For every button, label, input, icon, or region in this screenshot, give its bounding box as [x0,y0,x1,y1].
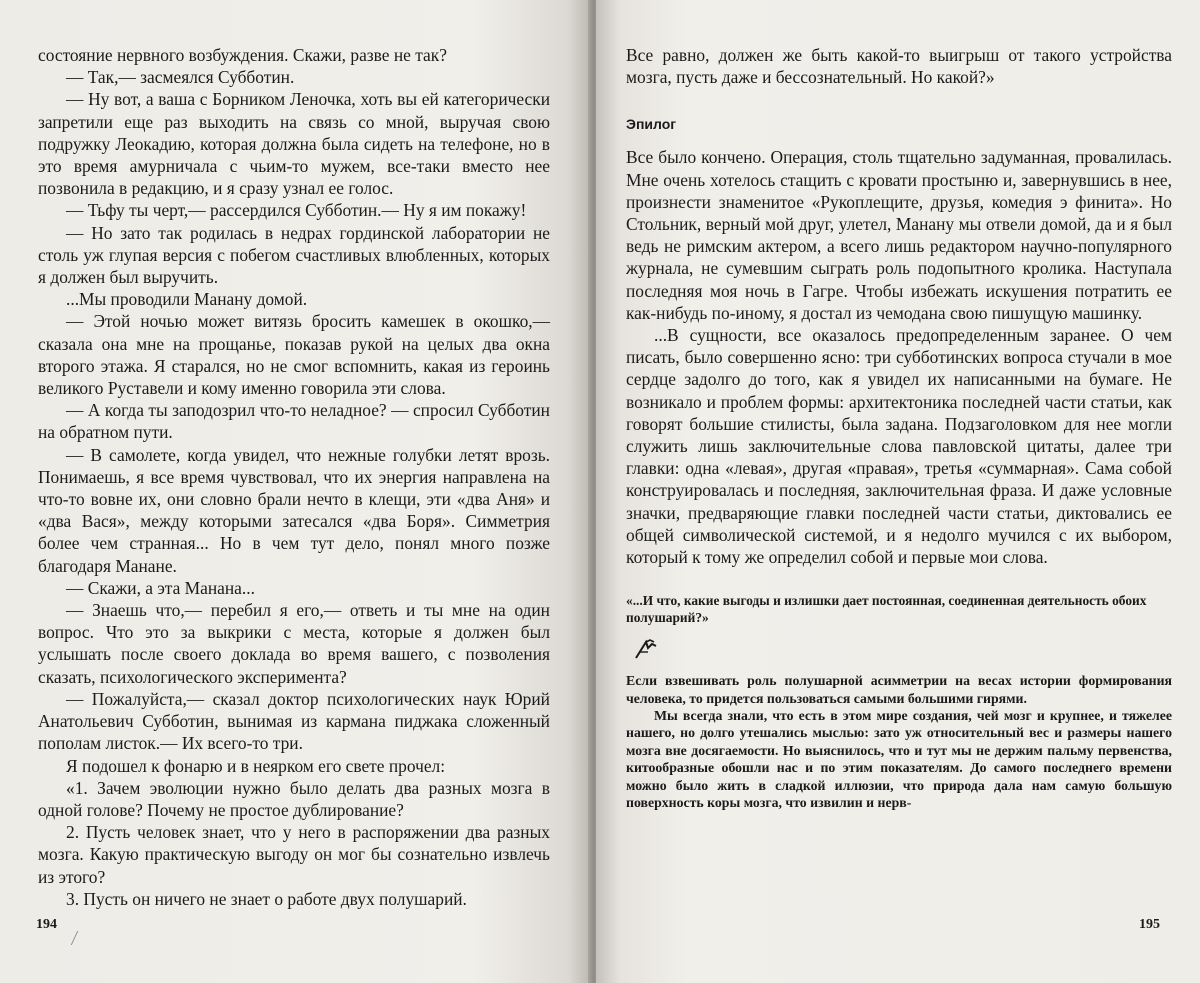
paragraph: Мы всегда знали, что есть в этом мире создания, чей мозг и крупнее, и тяжелее нашего, но долго утешались мыслью: зато уж относительный вес и размеры нашего мозга вне досягаемости. Но выяснилось, что и тут мы не держим пальму первенства, китообразные обошли нас и по этим показателям. До самого последнего времени можно было жить в сладкой иллюзии, что природа дала нам самую большую поверхность коры мозга, что извилин и нерв- [626,708,1172,811]
section-quote: «...И что, какие выгоды и излишки дает постоянная, соединенная деятельность обоих полушарий?» [626,593,1147,626]
paragraph: — Тьфу ты черт,— рассердился Субботин.— Ну я им покажу! [66,200,527,221]
paragraph: «1. Зачем эволюции нужно было делать два разных мозга в одной голове? Почему не простое дублирование? [38,777,550,820]
left-page-text [38,44,550,910]
hand-compass-symbol-icon [634,638,1172,660]
paragraph: — Пожалуйста,— сказал доктор психологических наук Юрий Анатольевич Субботин, вынимая из кармана пиджака сложенный пополам листок.— Их всего-то три. [38,688,550,754]
paragraph: — Этой ночью может витязь бросить камешек в окошко,— сказала она мне на прощанье, показав рукой на целых два окна второго этажа. Я старался, но не смог вспомнить, какая из героинь великого Руставели и кому именно говорила эти слова. [38,311,550,399]
paragraph: — В самолете, когда увидел, что нежные голубки летят врозь. Понимаешь, я все время чувствовал, что их энергия направлена на что-то вовне их, они словно брали нечто в клещи, эти «два Аня» и «два Вася», между которыми затесался «два Боря». Симметрия более чем странная... Но в чем тут дело, понял много позже благодаря Манане. [38,444,550,576]
paragraph: ...Мы проводили Манану домой. [66,289,308,310]
section-text [626,672,1172,811]
paragraph: — Ну вот, а ваша с Борником Леночка, хоть вы ей категорически запретили еще раз выходить на связь со мной, выручая свою подружку Леокадию, которая должна была сидеть на телефоне, но в это время амурничала с чьим-то мужем, все-таки вместо нее позвонила в редакцию, и я сразу узнал ее голос. [38,89,550,199]
paragraph: 3. Пусть он ничего не знает о работе двух полушарий. [66,888,467,909]
paragraph: 2. Пусть человек знает, что у него в распоряжении два разных мозга. Какую практическую выгоду он мог бы сознательно извлечь из этого? [38,822,550,887]
paragraph: — Но зато так родилась в недрах гординской лаборатории не столь уж глупая версия с побегом счастливых влюбленных, которых я должен был выручить. [38,222,550,288]
right-page-text [626,44,1172,812]
paragraph: Все было кончено. Операция, столь тщательно задуманная, провалилась. Мне очень хотелось стащить с кровати простыню и, завернувшись в нее, произнести знаменитое «Рукоплещите, друзья, комедия э финита». Но Стольник, верный мой друг, улетел, Манану мы отвели домой, да и я был ведь не римским актером, а всего лишь редактором научно-популярного журнала, не сумевшим сыграть роль подопытного кролика. Наступала последняя моя ночь в Гагре. Чтобы избежать искушения потратить ее как-нибудь по-иному, я достал из чемодана свою пишущую машинку. [626,147,1172,323]
page-number-right: 195 [1139,917,1160,932]
paragraph: Если взвешивать роль полушарной асимметрии на весах истории формирования человека, то придется пользоваться самыми большими гирями. [626,673,1172,706]
page-number-left: 194 [36,917,57,932]
pencil-mark [71,931,87,945]
paragraph: ...В сущности, все оказалось предопределенным заранее. О чем писать, было совершенно ясно: три субботинских вопроса стучали в мое сердце задолго до того, как я увидел их написанными на бумаге. Не возникало и проблем формы: архитектоника последней части статьи, как говорят большие стилисты, была задана. Подзаголовком для нее могли служить лишь заключительные слова павловской цитаты, далее три главки: одна «левая», другая «правая», третья «суммарная». Сама собой конструировалась и последняя, заключительная фраза. И даже условные значки, предваряющие главки последней части статьи, диктовались ее общей символической системой, и я недолго мучился с их выбором, который к тому же определил собой и первые мои слова. [626,325,1172,568]
intro-paragraph: Все равно, должен же быть какой-то выигрыш от такого устройства мозга, пусть даже и бессознательный. Но какой?» [626,45,1172,88]
paragraph: Я подошел к фонарю и в неярком его свете прочел: [66,755,446,776]
paragraph: — Скажи, а эта Манана... [66,577,255,598]
paragraph: — А когда ты заподозрил что-то неладное? — спросил Субботин на обратном пути. [38,400,550,443]
right-page [596,0,1200,983]
paragraph: — Знаешь что,— перебил я его,— ответь и ты мне на один вопрос. Что это за выкрики с места, которые я должен был услышать после своего доклада во время вашего, с позволения сказать, психологического эксперимента? [38,600,550,687]
paragraph: состояние нервного возбуждения. Скажи, разве не так? [38,45,447,65]
left-page [0,0,592,983]
paragraph: — Так,— засмеялся Субботин. [66,67,295,88]
epilogue-text [626,146,1172,568]
chapter-heading: Эпилог [626,116,677,133]
